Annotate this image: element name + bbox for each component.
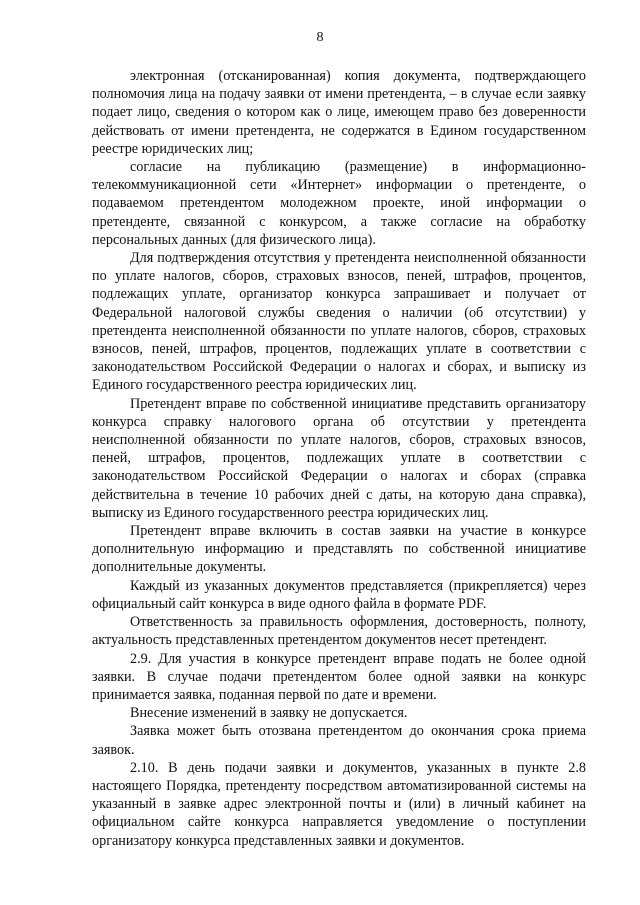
paragraph-2-9-single-application: 2.9. Для участия в конкурсе претендент вправе подать не более одной заявки. В случае подачи претендентом более одной заявки на конкурс принимается заявка, поданная первой по дате и времени. (92, 650, 586, 703)
paragraph-consent-publication: согласие на публикацию (размещение) в информационно-телекоммуникационной сети «Интернет» информации о претенденте, о подаваемом претендентом молодежном проекте, иной информации о претенденте, связанной с конкурсом, а также согласие на обработку персональных данных (для физического лица). (92, 159, 586, 248)
paragraph-2-10-notification: 2.10. В день подачи заявки и документов, указанных в пункте 2.8 настоящего Порядка, претенденту посредством автоматизированной системы на указанный в заявке адрес электронной почты и (или) в личный кабинет на официальном сайте конкурса направляется уведомление о поступлении организатору конкурса представленных заявки и документов. (92, 759, 586, 849)
paragraph-responsibility: Ответственность за правильность оформления, достоверность, полноту, актуальность представленных претендентом документов несет претендент. (92, 614, 586, 649)
paragraph-additional-documents: Претендент вправе включить в состав заявки на участие в конкурсе дополнительную информацию и представлять по собственной инициативе дополнительные документы. (92, 523, 586, 576)
document-body (92, 67, 586, 850)
paragraph-power-of-attorney-copy: электронная (отсканированная) копия документа, подтверждающего полномочия лица на подачу заявки от имени претендента, – в случае если заявку подает лицо, сведения о котором как о лице, имеющем право без доверенности действовать от имени претендента, не содержатся в Едином государственном реестре юридических лиц; (92, 68, 586, 157)
paragraph-withdrawal: Заявка может быть отозвана претендентом до окончания срока приема заявок. (92, 723, 586, 758)
page-number: 8 (316, 30, 324, 45)
paragraph-tax-certificate: Претендент вправе по собственной инициативе представить организатору конкурса справку налогового органа об отсутствии у претендента неисполненной обязанности по уплате налогов, сборов, страховых взносов, пеней, штрафов, процентов, подлежащих уплате в соответствии с законодательством Российской Федерации о налогах и сборах (справка действительна в течение 10 рабочих дней с даты, на которую дана справка), выписку из Единого государственного реестра юридических лиц. (92, 395, 586, 521)
paragraph-no-changes: Внесение изменений в заявку не допускается. (130, 705, 408, 722)
paragraph-tax-check: Для подтверждения отсутствия у претендента неисполненной обязанности по уплате налогов, сборов, страховых взносов, пеней, штрафов, процентов, подлежащих уплате, организатор конкурса запрашивает и получает от Федеральной налоговой службы сведения о наличии (об отсутствии) у претендента неисполненной обязанности по уплате налогов, сборов, страховых взносов, пеней, штрафов, процентов, подлежащих уплате в соответствии с законодательством Российской Федерации о налогах и сборах, и выписку из Единого государственного реестра юридических лиц. (92, 250, 586, 394)
paragraph-pdf-format: Каждый из указанных документов представляется (прикрепляется) через официальный сайт конкурса в виде одного файла в формате PDF. (92, 577, 586, 612)
